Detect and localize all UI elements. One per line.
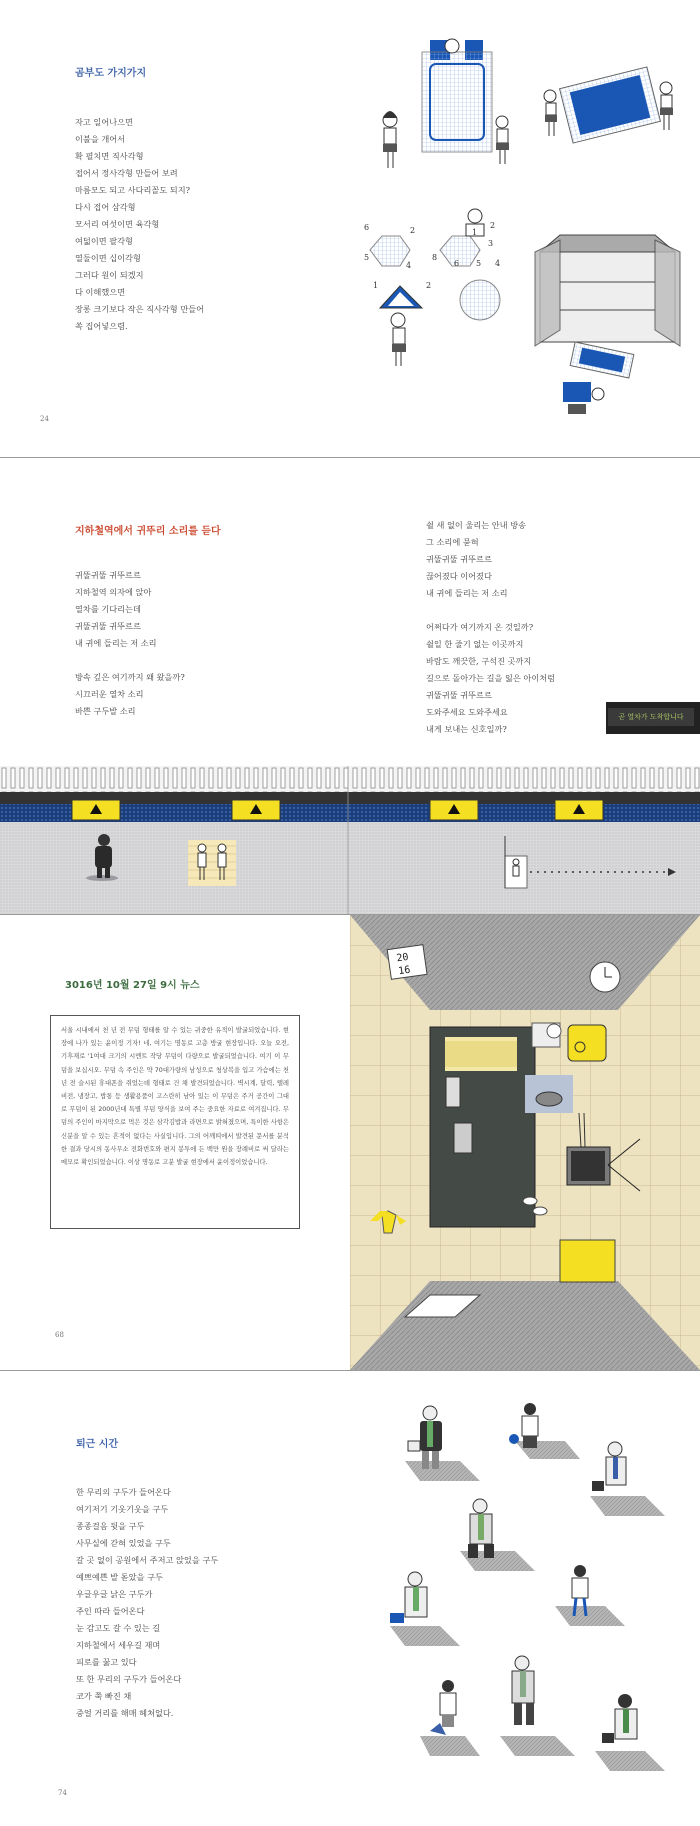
poem-line: 피로를 꿇고 있다 xyxy=(76,1657,137,1667)
page-2 xyxy=(0,458,700,914)
svg-text:3: 3 xyxy=(488,239,494,248)
poem-line: 또 한 무리의 구두가 들어온다 xyxy=(76,1674,182,1684)
poem-line: 종종걸음 뒷을 구두 xyxy=(76,1521,145,1531)
poem-text-left xyxy=(75,567,185,720)
poem-line: 귀뚤귀뚤 귀뚜르르 xyxy=(75,621,141,631)
poem-line: 귀뚤귀뚤 귀뚜르르 xyxy=(426,554,492,564)
tomb-room-illustration xyxy=(350,915,700,1370)
poem-line: 귀뚤귀뚤 귀뚜르르 xyxy=(75,570,141,580)
poem-line: 다 이해했으면 xyxy=(75,287,126,297)
poem-line: 눈 감고도 갈 수 있는 길 xyxy=(76,1623,161,1633)
poem-text xyxy=(76,1484,218,1722)
commuter-figure xyxy=(595,1694,665,1771)
poem-line: 이불을 개어서 xyxy=(75,134,126,144)
page-1 xyxy=(0,0,700,457)
page-4 xyxy=(0,1371,700,1826)
svg-text:8: 8 xyxy=(432,253,438,262)
poem-line: 어쩌다가 여기까지 온 것일까? xyxy=(426,622,534,632)
poem-line: 바쁜 구두발 소리 xyxy=(75,706,136,716)
poem-line: 도와주세요 도와주세요 xyxy=(426,707,508,717)
poem-line: 장롱 크기보다 작은 직사각형 만들어 xyxy=(75,304,205,314)
poem-line: 다시 접어 삼각형 xyxy=(75,202,136,212)
commuter-figure xyxy=(509,1403,580,1459)
page-number: 68 xyxy=(55,1331,64,1339)
news-article-box: 서울 시내에서 천 년 전 무덤 형태를 알 수 있는 귀중한 유적이 발굴되었습니다. 현장에 나가 있는 윤이정 기자! 네, 여기는 명동로 고층 방굴 현장입니다. 오늘 오전, 기후재로 '1여대 크기의 시멘트 작당 무덤이 다량으로 발굴되었습니다. 여기 이 무덤을 보십시오. 무덤 속 주인은 약 70대가량의 남성으로 청상복을 입고 가슴에는 천 년 전 슬시된 휴대폰을 쥐었는데 형태로 건 채 발견되었습니다. 벽시계, 달력, 텔레비전, 냉장고, 밥통 등 생활용품이 고스란히 남아 있는 이 무덤은 주거 공간이 그대로 무덤이 된 2000년대 특별 무덤 양식을 보여 주는 중요한 자료로 여겨집니다. 무덤의 주인이 마지막으로 먹은 것은 삼각김밥과 라면으로 밝혀졌으며, 특이한 사항은 신분을 알 수 있는 흔적이 없다는 사실입니다. 그의 어깨띠에서 발견된 문서를 분석한 결과 당시의 동사무소 전화번호와 편지 봉투에 든 백만 원을 장례비로 써 달라는 메모로 확인되었습니다. 이상 명동로 고분 발굴 현장에서 윤이정이었습니다. xyxy=(50,1015,300,1229)
svg-text:4: 4 xyxy=(495,259,501,268)
poem-line: 방속 깊은 여기까지 왜 왔을까? xyxy=(75,672,185,682)
poem-line: 확 펼치면 직사각형 xyxy=(75,151,144,161)
page-number: 24 xyxy=(40,415,49,423)
poem-line: 내 귀에 들리는 저 소리 xyxy=(75,638,157,648)
poem-line: 끊어졌다 이어졌다 xyxy=(426,571,492,581)
calendar-year-top: 20 xyxy=(395,951,410,965)
svg-text:5: 5 xyxy=(364,253,370,262)
poem-line: 내 귀에 들리는 저 소리 xyxy=(426,588,508,598)
poem-line: 코가 쭉 빠진 채 xyxy=(76,1691,132,1701)
poem-line: 여덟이면 팔각형 xyxy=(75,236,133,246)
poem-line xyxy=(426,602,555,619)
poem-line: 마름모도 되고 사다리꼴도 되지? xyxy=(75,185,191,195)
poem-line: 주인 따라 들어온다 xyxy=(76,1606,145,1616)
poem-line: 자고 일어나으면 xyxy=(75,117,133,127)
train-arrival-sign xyxy=(606,702,700,734)
poem-line: 열차를 기다리는데 xyxy=(75,604,141,614)
poem-line: 그러다 원이 되겠지 xyxy=(75,270,144,280)
page-title: 지하철역에서 귀뚜리 소리를 듣다 xyxy=(75,526,221,537)
poem-line: 열둘이면 십이각형 xyxy=(75,253,141,263)
blanket-folding-illustration xyxy=(364,30,690,430)
poem-line: 여기저기 기웃기웃을 구두 xyxy=(76,1504,169,1514)
page-title: 곰부도 가지가지 xyxy=(75,68,147,79)
commuter-figure xyxy=(590,1442,665,1516)
commuter-figure xyxy=(500,1656,575,1756)
poem-line: 시끄러운 열차 소리 xyxy=(75,689,144,699)
svg-text:4: 4 xyxy=(406,261,412,270)
svg-text:2: 2 xyxy=(410,226,416,235)
calendar-year-bottom: 16 xyxy=(397,964,412,978)
poem-line: 내게 보내는 신호일까? xyxy=(426,724,507,734)
commuter-figure xyxy=(460,1499,535,1571)
commuter-figure xyxy=(420,1680,480,1756)
svg-text:1: 1 xyxy=(472,228,478,237)
page-number: 74 xyxy=(58,1789,67,1797)
poem-line: 예쁘예쁜 발 돋았을 구두 xyxy=(76,1572,163,1582)
svg-text:1: 1 xyxy=(373,281,379,290)
poem-line xyxy=(75,652,185,669)
poem-line: 그 소리에 묻혀 xyxy=(426,537,479,547)
poem-line: 우글우글 낡은 구두가 xyxy=(76,1589,153,1599)
poem-line: 접어서 정사각형 만들어 보려 xyxy=(75,168,178,178)
poem-line: 길으로 돌아가는 길을 잃은 아이처럼 xyxy=(426,673,556,683)
commuters-illustration xyxy=(380,1401,680,1811)
svg-text:2: 2 xyxy=(490,221,496,230)
poem-line: 바람도 깨끗한, 구석진 곳까지 xyxy=(426,656,532,666)
page-title: 3016년 10월 27일 9시 뉴스 xyxy=(65,980,200,991)
poem-line: 쏙 집어넣으렴. xyxy=(75,321,128,331)
poem-text-right xyxy=(426,517,555,738)
poem-line: 귀뚤귀뚤 귀뚜르르 xyxy=(426,690,492,700)
poem-line: 지하철역 의자에 앉아 xyxy=(75,587,152,597)
poem-line: 한 무리의 구두가 들어온다 xyxy=(76,1487,171,1497)
sign-text: 곧 열차가 도착합니다 xyxy=(608,708,694,726)
svg-text:5: 5 xyxy=(476,259,482,268)
poem-line: 쉴일 한 줄기 없는 이곳까지 xyxy=(426,639,524,649)
commuter-figure xyxy=(405,1406,480,1481)
poem-line: 모서리 여섯이면 육각형 xyxy=(75,219,160,229)
svg-text:6: 6 xyxy=(364,223,370,232)
svg-text:6: 6 xyxy=(454,259,460,268)
poem-text xyxy=(75,114,204,335)
commuter-figure xyxy=(390,1572,460,1646)
poem-line: 갈 곳 없이 공원에서 주저고 앉었을 구두 xyxy=(76,1555,219,1565)
commuter-figure xyxy=(555,1565,625,1626)
poem-line: 지하철에서 세우길 재며 xyxy=(76,1640,161,1650)
poem-line: 쉴 새 없이 울리는 안내 방송 xyxy=(426,520,527,530)
svg-text:2: 2 xyxy=(426,281,432,290)
poem-line: 사무실에 갇혀 있었을 구두 xyxy=(76,1538,171,1548)
page-title: 퇴근 시간 xyxy=(76,1439,119,1450)
subway-platform-illustration xyxy=(0,766,700,914)
poem-line: 중얼 거리를 해매 헤쳐없다. xyxy=(76,1708,174,1718)
